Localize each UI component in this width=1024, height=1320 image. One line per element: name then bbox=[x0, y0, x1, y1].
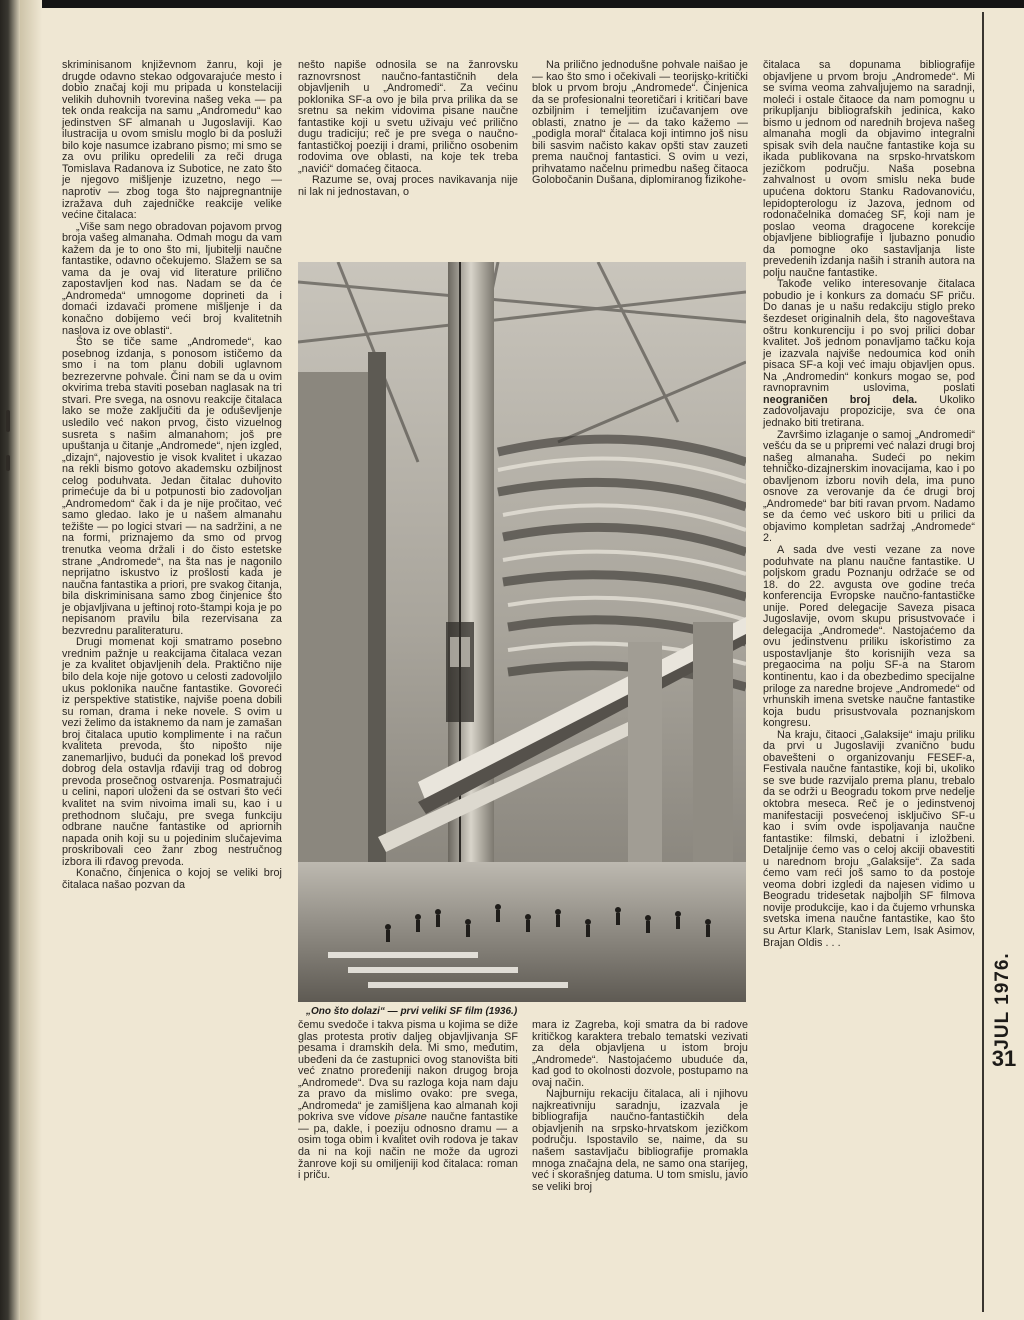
emphasis: neograničen broj dela. bbox=[763, 393, 918, 406]
paragraph: Najburniju rekaciju čitalaca, ali i njihovu najkreativniju saradnju, izazvala je bibliografija naučno-fantastičkih dela objavljenih na srpsko-hrvatskom jezičkom području. Ispostavilo se, naime, da su našem sastavljaču bibliografije promakla mnoga značajna dela, ne samo ona starijeg, već i skorašnjeg datuma. U tom smislu, javio se veliki broj bbox=[532, 1088, 748, 1193]
binding-mark bbox=[6, 410, 10, 432]
paragraph: Razume se, ovaj proces navikavanja nije ni lak ni jednostavan, o bbox=[298, 174, 518, 199]
issue-date: JUL 1976. bbox=[992, 952, 1013, 1050]
text-column-1 bbox=[62, 60, 282, 891]
futuristic-city-illustration bbox=[298, 262, 746, 1002]
film-still-photo bbox=[298, 262, 746, 1002]
text-column-4 bbox=[763, 60, 975, 949]
paragraph: čemu svedoče i takva pisma u kojima se diže glas protesta protiv daljeg objavljivanja SF pesama i dramskih dela. Mi smo, međutim, ubeđeni da će zastupnici ovog stanovišta biti već znatno proređeniji nakon drugog broja „Andromede“. Dva su razloga koja nam daju za pravo da mislimo ovako: pre svega, „Andromeda“ je zamišljena kao almanah koji pokriva sve vidove pisane naučne fantastike — pa, dakle, i poeziju odnosno dramu — a osim toga obim i kvalitet ovih rodova je takav da ni na koji način ne može da ugrozi žanrove koji su omiljeniji kod čitalaca: roman i priču. bbox=[298, 1019, 518, 1182]
binding-mark bbox=[6, 455, 10, 471]
margin-rule bbox=[982, 12, 984, 1312]
paragraph: Završimo izlaganje o samoj „Andromedi“ vešću da se u pripremi već nalazi drugi broj našeg almanaha. Sudeći po nekim tehničko-dizajnerskim inovacijama, kao i po obavljenom izboru novih dela, ima puno osnove za verovanje da će drugi broj „Andromede“ bar biti ravan prvom. Nadamo se da ćemo već uskoro biti u prilici da objavimo kompletan sadržaj „Andromede“ 2. bbox=[763, 428, 975, 545]
reader-quote: „Više sam nego obradovan pojavom prvog broja vašeg almanaha. Odmah mogu da vam kažem da je to ono što mi, ljubitelji naučne fantastike, odavno očekujemo. Slažem se sa vama da je ovaj vid literature prilično zapostavljen kod nas. Nadam se da će „Andromeda“ umnogome doprineti da i domaći izdavači promene mišljenje i da konačno dobijemo veći broj kvalitetnih naslova iz ove oblasti“. bbox=[62, 220, 282, 337]
page-fold-shadow bbox=[20, 0, 42, 1320]
page-top-edge bbox=[0, 0, 1024, 8]
text-column-3-top bbox=[532, 60, 748, 187]
paragraph: čitalaca sa dopunama bibliografije objavljene u prvom broju „Andromede“. Mi se svima veoma zahvaljujemo na saradnji, moleći i ostale čitaoce da nam pomognu u prikupljanju bibliografskih jedinica, kako bismo u jednom od narednih brojeva našeg almanaha mogli da objavimo integralni spisak svih dela naučne fantastike koja su ikada publikovana na srpsko-hrvatskom jezičkom području. Naša posebna zahvalnost u ovom smislu neka bude upućena doktoru Stanku Radovanoviću, lepidopterologu iz Jazova, jednom od rodonačelnika domaćeg SF, koji nam je poslao veoma dragocene korekcije objavljene bibliografije i ljubazno ponudio da pomogne oko sastavljanja liste prevedenih izdanja naših i stranih autora na polju naučne fantastike. bbox=[763, 59, 975, 279]
paragraph: Što se tiče same „Andromede“, kao posebnog izdanja, s ponosom ističemo da smo i na tom planu dobili uglavnom bezrezervne pohvale. Čini nam se da u ovim okvirima treba staviti poseban naglasak na tri stvari. Pre svega, na osnovu reakcije čitalaca lako se može zaključiti da je oduševljenje usledilo već nakon prvog, čisto vizuelnog susreta s našim almanahom; još pre upuštanja u čitanje „Andromede“, njen izgled, „dizajn“, najovestio je visok kvalitet i ukazao na rekli bismo gotovo akademsku ozbiljnost celog poduhvata. Jedan čitalac duhovito primećuje da bi u potpunosti bio zadovoljan „Andromedom“ čak i da je nije pročitao, već samo gledao. Iako je u našem almanahu težište — po logici stvari — na sadržini, a ne na formi, priznajemo da smo od prvog trenutka veoma držali i do čisto estetske strane „Andromede“, na šta nas je nagonilo neprijatno iskustvo iz prošlosti kada je naučna fantastika a priori, pre svakog čitanja, bila diskriminisana samo zbog činjenice što je objavljivana u jeftinoj roto-štampi koja je po nepisanom pravilu bila rezervisana za bezvrednu paraliteraturu. bbox=[62, 336, 282, 637]
paragraph: skriminisanom književnom žanru, koji je drugde odavno stekao odgovarajuće mesto i dobio značaj koji mu pripada u konstelaciji velikih duhovnih tvorevina našeg veka — pa tek onda reakcija na samu „Andromedu“ kao jedinstven SF almanah u Jugoslaviji. Kao ilustracija u ovom smislu moglo bi da posluži bilo koje nasumce izabrano pismo; mi smo se za ovu priliku opredelili za reči druga Tomislava Radanova iz Subotice, ne zato što je njegovo mišljenje izuzetno, nego — naprotiv — zbog toga što najpregnantnije izražava duh zajedničke reakcije velike većine čitalaca: bbox=[62, 59, 282, 222]
paragraph: mara iz Zagreba, koji smatra da bi radove kritičkog karaktera trebalo tematski vezivati za dela objavljena u istom broju „Andromede“. Nastojaćemo ubuduće da, kad god to okolnosti dozvole, postupamo na ovaj način. bbox=[532, 1019, 748, 1089]
page-number: 31 bbox=[991, 1046, 1017, 1071]
text-column-2-bottom bbox=[298, 1020, 518, 1182]
emphasis: pisane bbox=[394, 1111, 427, 1124]
page-binding-edge bbox=[0, 0, 20, 1320]
paragraph: Drugi momenat koji smatramo posebno vrednim pažnje u reakcijama čitalaca vezan je za kvalitet objavljenih dela. Praktično nije bilo dela koje nije gotovo u celosti zadovoljilo ukus poklonika naučne fantastike. Govoreći iz perspektive statistike, najviše poena dobili su roman, drama i neke novele. S ovim u vezi želimo da istaknemo da nam je zamašan broj čitalaca uputio komplimente i na račun kvaliteta prevoda, što nipošto nije zanemarljivo, budući da ponekad loš prevod dobrog dela ostavlja rđaviji trag od dobrog prevoda prosečnog ostvarenja. Posmatrajući u celini, napori uloženi da se ostvari što veći kvalitet na svim nivoima imali su, kao i u prethodnom slučaju, pre svega funkciju odbrane naučne fantastike od apriornih napada onih koji su u pojedinim slučajevima proskribovali ceo žanr zbog nestručnog izbora ili rđavog prevoda. bbox=[62, 636, 282, 868]
text-column-2-top bbox=[298, 60, 518, 199]
paragraph: A sada dve vesti vezane za nove poduhvate na planu naučne fantastike. U poljskom gradu Poznanju održaće se od 18. do 22. avgusta ove godine treća konferencija Evropske naučno-fantastičke unije. Pored delegacije Saveza pisaca Jugoslavije, ovom skupu prisustvovaće i delegacija „Andromede“. Nastojaćemo da ovu jedinstvenu priliku iskoristimo za uspostavljanje što korisnijih veza sa pregaocima na polju SF-a na Starom kontinentu, kao i da obezbedimo specijalne priloge za naredne brojeve „Andromede“ od vrhunskih imena svetske naučne fantastike koja budu prisustvovala poznanjskom kongresu. bbox=[763, 543, 975, 730]
paragraph: Konačno, činjenica o kojoj se veliki broj čitalaca našao pozvan da bbox=[62, 867, 282, 891]
paragraph: nešto napiše odnosila se na žanrovsku raznovrsnost naučno-fantastičnih dela objavljenih u „Andromedi“. Za većinu poklonika SF-a ovo je bila prva prilika da se sretnu sa nekim vidovima pisane naučne fantastike koji u svetu uživaju već prilično dugu tradiciju; reč je pre svega o naučno-fantastičkoj poeziji i drami, prilično osobenim rodovima ove oblasti, na koje tek treba „navići“ domaćeg čitaoca. bbox=[298, 59, 518, 175]
paragraph: Takođe veliko interesovanje čitalaca pobudio je i konkurs za domaću SF priču. Do danas je u našu redakciju stiglo preko šezdeset originalnih dela, što nagoveštava oštru konkurenciju i po svoj prilici dobar kvalitet. Još jednom ponavljamo tačku koja je izazvala najviše nedoumica kod onih pisaca SF-a koji već imaju objavljen opus. Na „Andromedin“ konkurs mogao se, pod ravnopravnim uslovima, poslati neograničen broj dela. Ukoliko zadovoljavaju propozicije, sva će ona jednako biti tretirana. bbox=[763, 278, 975, 429]
paragraph: Na prilično jednodušne pohvale naišao je — kao što smo i očekivali — teorijsko-kritički blok u prvom broju „Andromede“. Činjenica da se profesionalni teoretičari i kritičari bave ozbiljnim i temeljitim izučavanjem ove oblasti, znatno je — da tako kažemo — „podigla moral“ čitalaca koji intimno još nisu bili sasvim načisto kakav opšti stav zauzeti prema naučnoj fantastici. S ovim u vezi, prihvatamo načelnu primedbu našeg čitaoca Golobočanin Dušana, diplomiranog fizikohe- bbox=[532, 59, 748, 187]
paragraph: Na kraju, čitaoci „Galaksije“ imaju priliku da prvi u Jugoslaviji zvanično budu obavešteni o organizovanju FESEF-a, Festivala naučne fantastike, koji bi, ukoliko se sve bude razvijalo prema planu, trebalo da se održi u Beogradu tokom prve nedelje oktobra meseca. Reč je o jedinstvenoj manifestaciji posvećenoj isključivo SF-u kao i svim ovde ispoljavanja naučne fantastike: filmski, debatni i izložbeni. Detaljnije ćemo vas o celoj akciji obavestiti u narednom broju „Galaksije“. Za sada ćemo vam reći još samo to da postoje veoma dobri izgledi da najesen vidimo u Beogradu tridesetak najboljih SF filmova novije produkcije, kao i da čujemo vrhunska svetska imena naučne fantastike, kao što su Artur Klark, Stanislav Lem, Isak Asimov, Brajan Oldis . . . bbox=[763, 728, 975, 949]
text-column-3-bottom bbox=[532, 1020, 748, 1193]
photo-caption: „Ono što dolazi“ — prvi veliki SF film (1936.) bbox=[306, 1006, 518, 1017]
